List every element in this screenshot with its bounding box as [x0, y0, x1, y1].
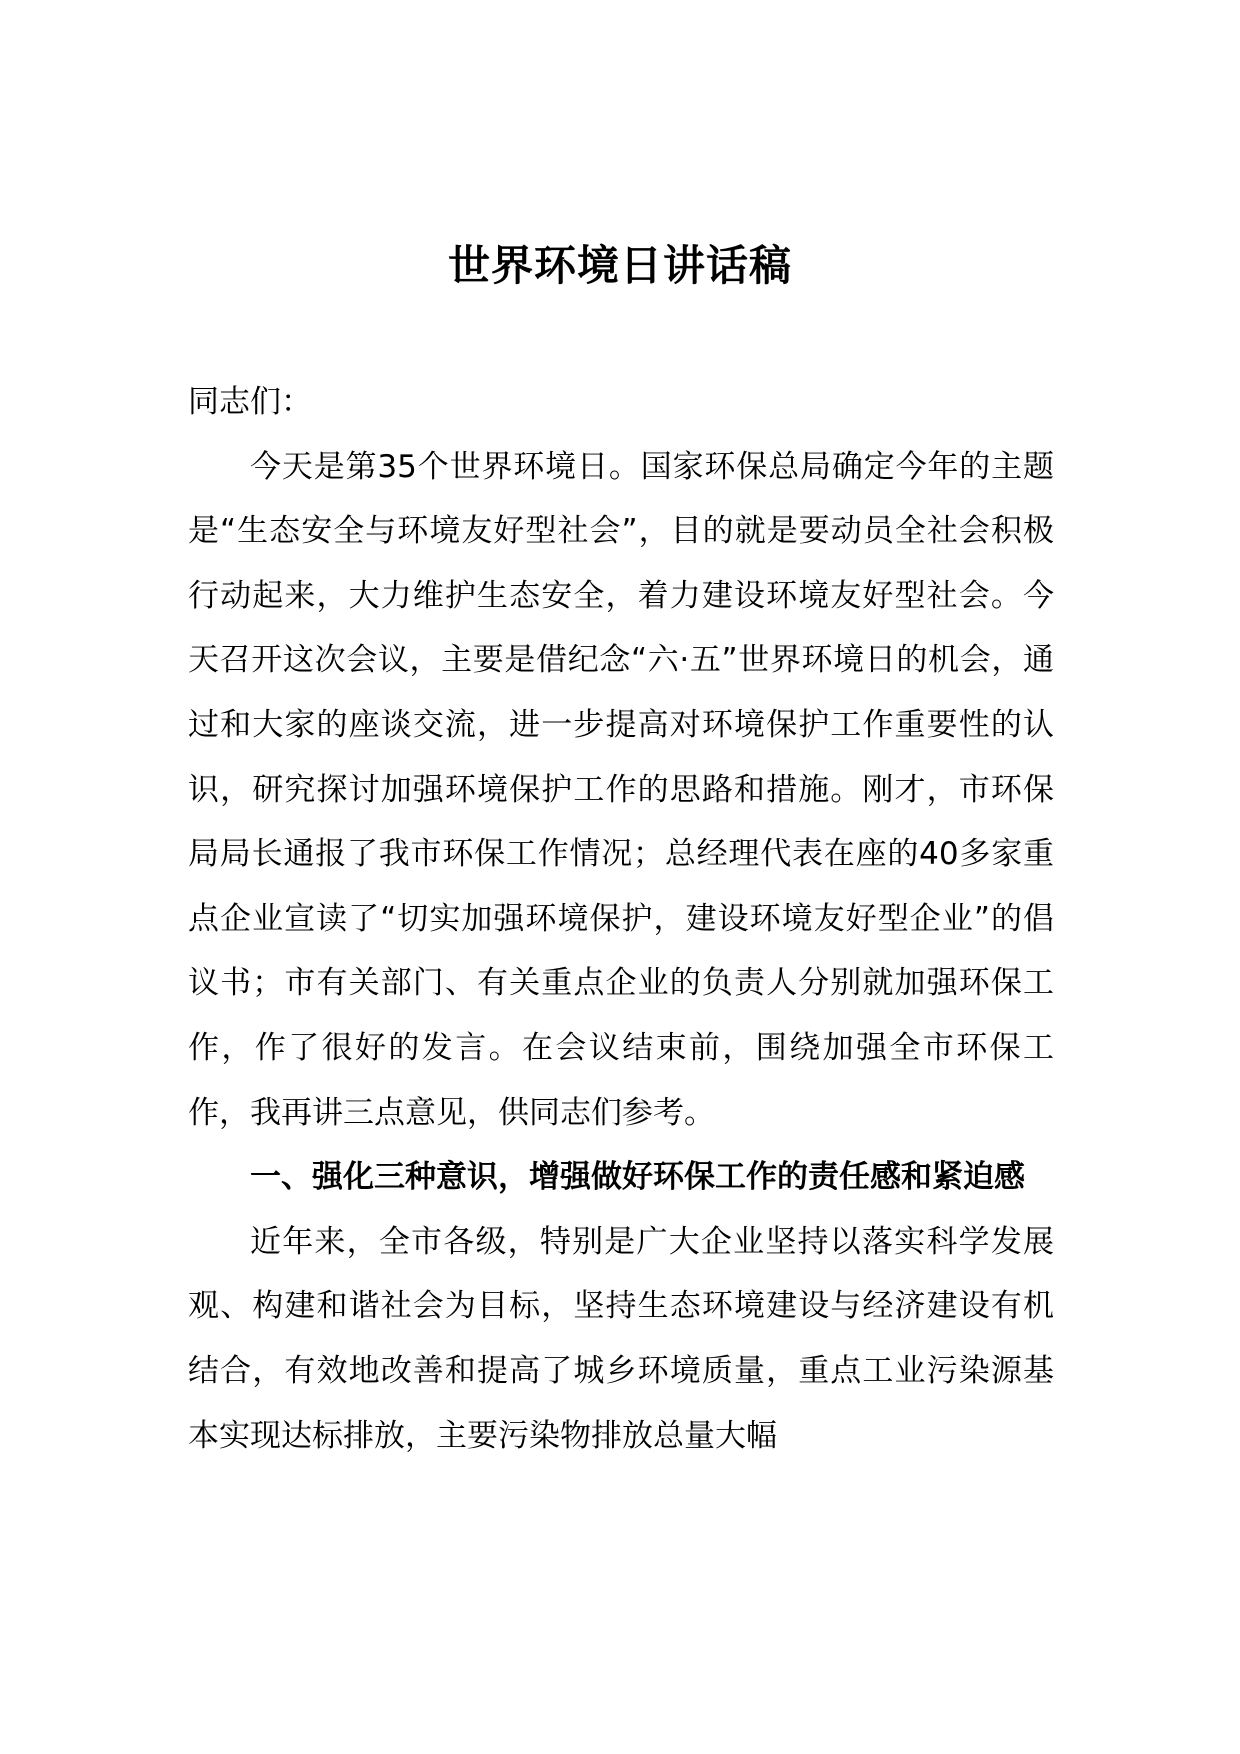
- greeting: 同志们：: [188, 384, 312, 420]
- document-body: [188, 370, 1054, 1468]
- section-heading: 一、强化三种意识，增强做好环保工作的责任感和紧迫感: [250, 1159, 1025, 1196]
- document-title: 世界环境日讲话稿: [447, 241, 792, 290]
- section-paragraph: 近年来，全市各级，特别是广大企业坚持以落实科学发展观、构建和谐社会为目标，坚持生态环境建设与经济建设有机结合，有效地改善和提高了城乡环境质量，重点工业污染源基本实现达标排放，主要污染物排放总量大幅: [188, 1223, 1054, 1454]
- paragraph: 今天是第35个世界环境日。国家环保总局确定今年的主题是“生态安全与环境友好型社会”，目的就是要动员全社会积极行动起来，大力维护生态安全，着力建设环境友好型社会。今天召开这次会议，主要是借纪念“六·五”世界环境日的机会，通过和大家的座谈交流，进一步提高对环境保护工作重要性的认识，研究探讨加强环境保护工作的思路和措施。刚才，市环保局局长通报了我市环保工作情况；总经理代表在座的40多家重点企业宣读了“切实加强环境保护，建设环境友好型企业”的倡议书；市有关部门、有关重点企业的负责人分别就加强环保工作，作了很好的发言。在会议结束前，围绕加强全市环保工作，我再讲三点意见，供同志们参考。: [188, 448, 1054, 1131]
